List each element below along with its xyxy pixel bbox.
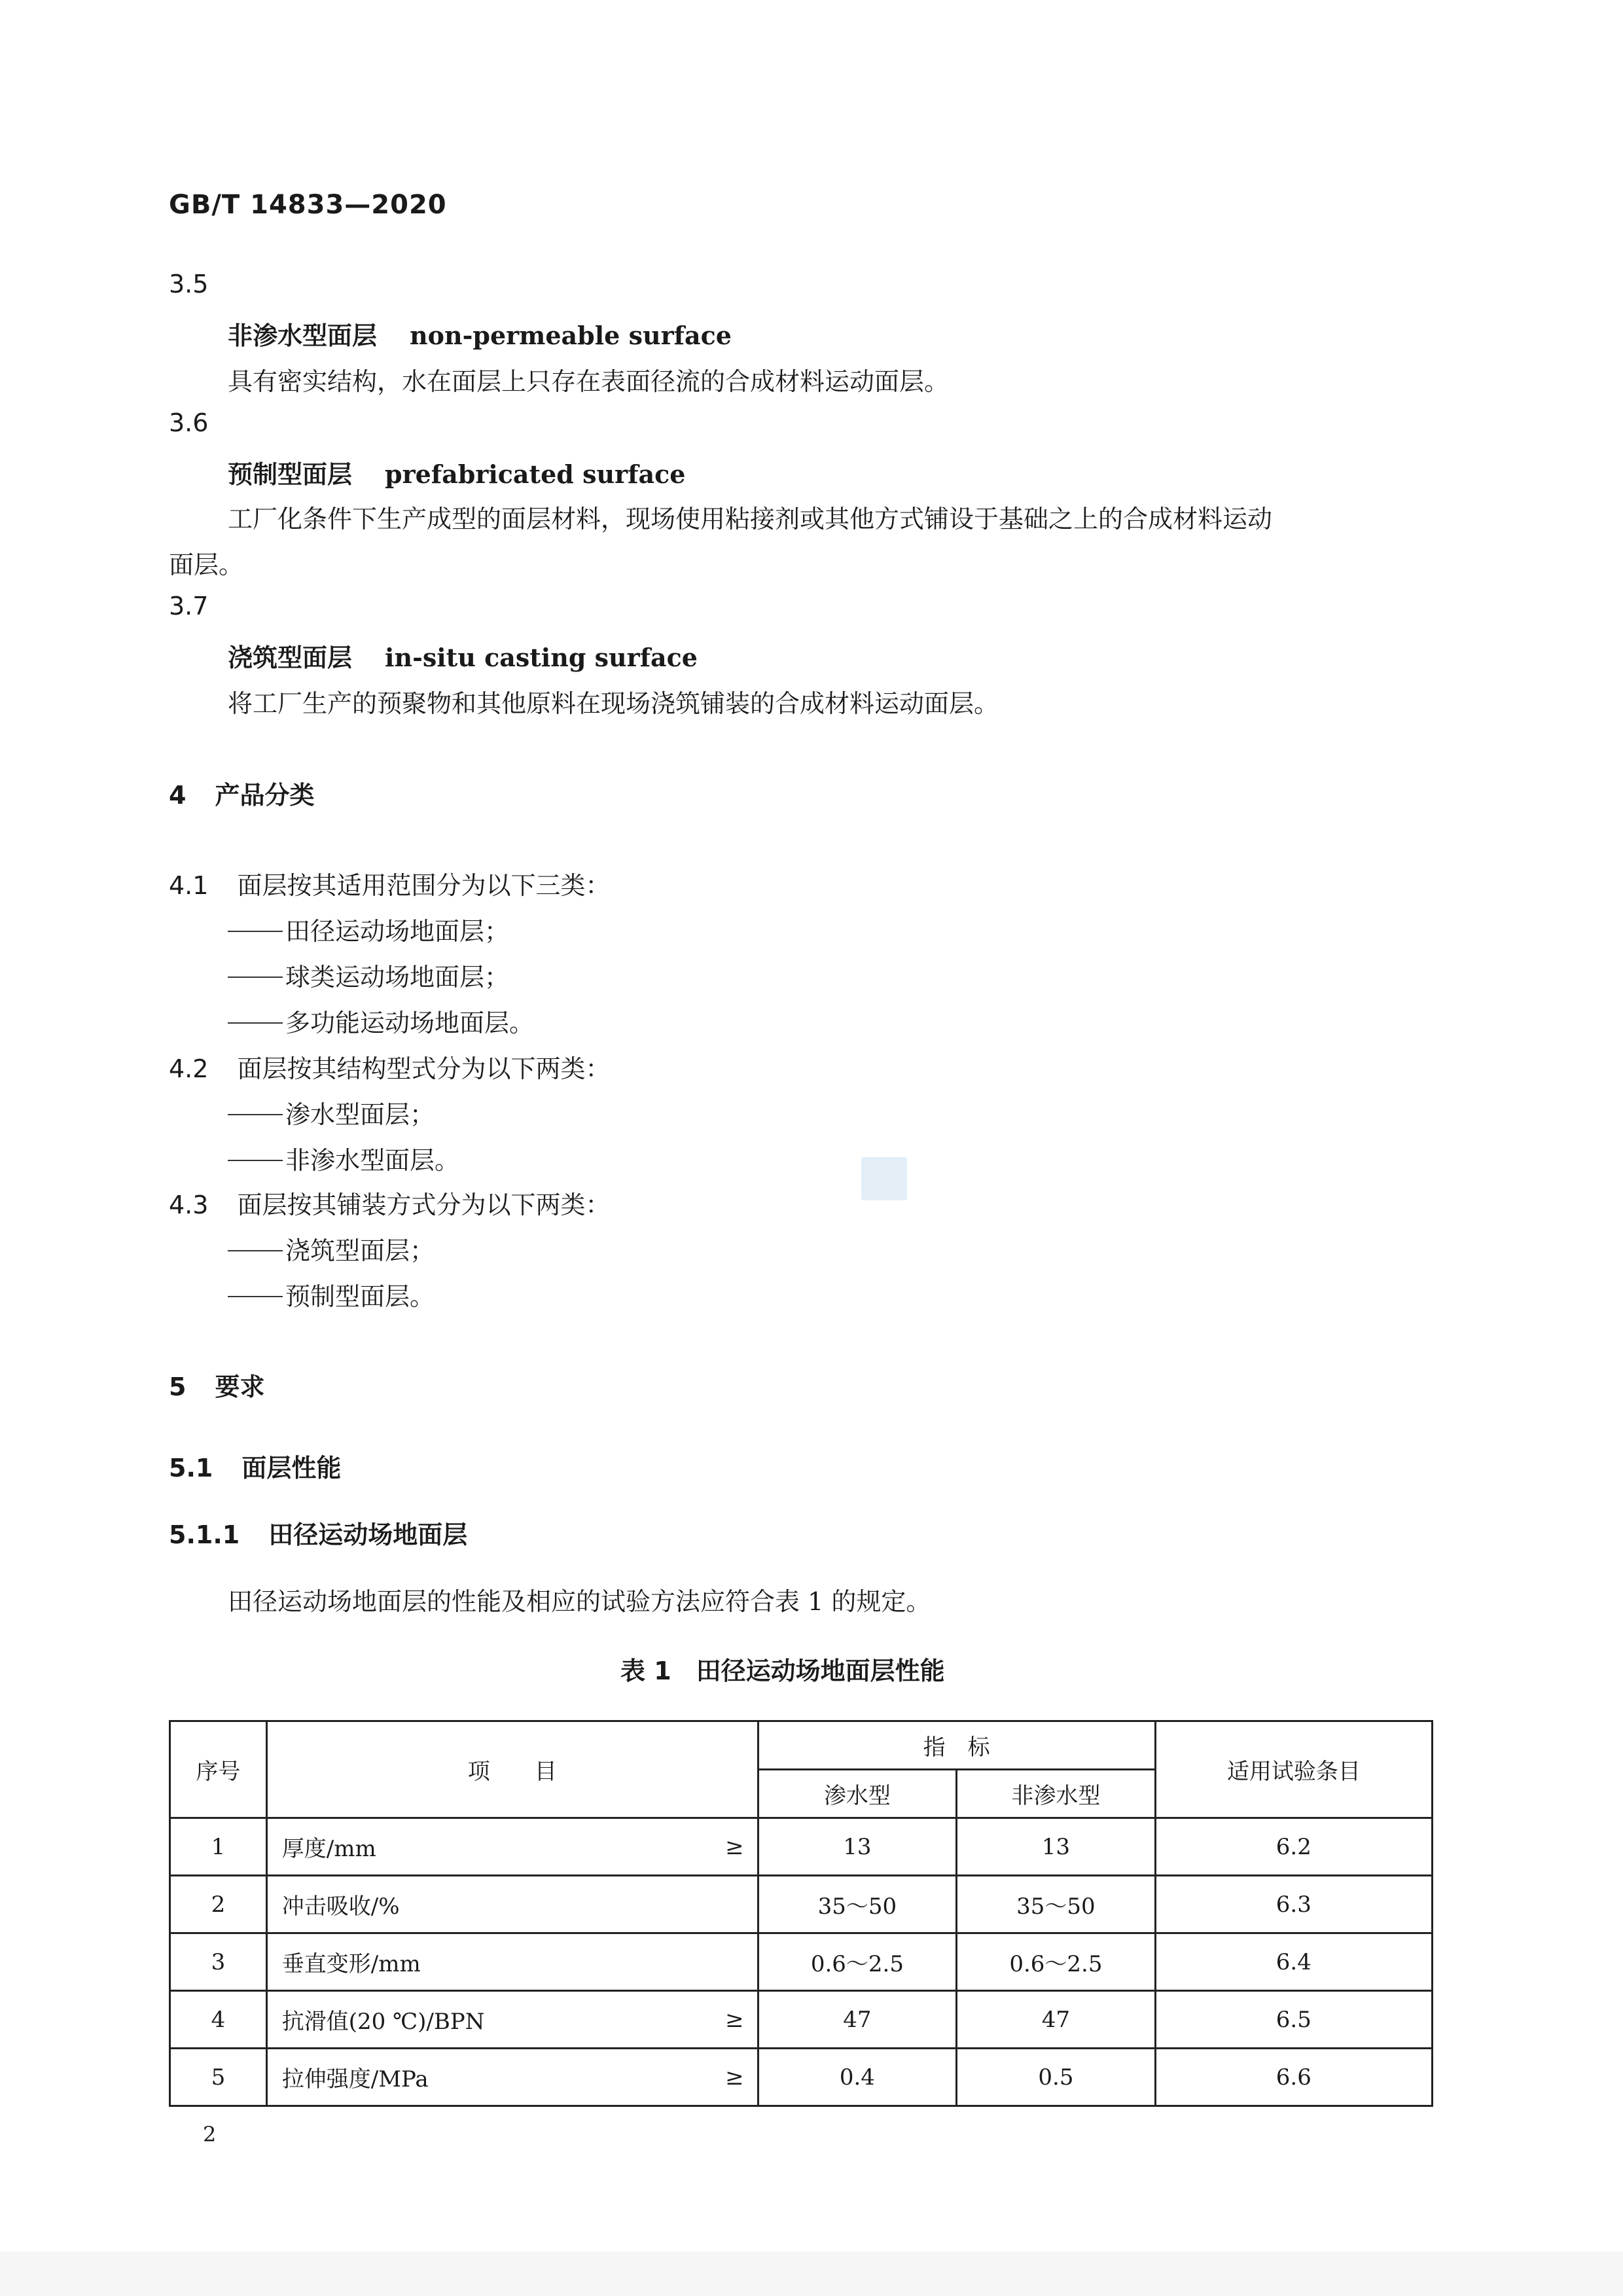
subsection-number: 5.1: [169, 1454, 213, 1482]
paragraph: 田径运动场地面层的性能及相应的试验方法应符合表 1 的规定。: [228, 1587, 931, 1616]
term-definition: 工厂化条件下生产成型的面层材料，现场使用粘接剂或其他方式铺设于基础之上的合成材料运动: [228, 505, 1273, 533]
term-title: [228, 454, 685, 490]
standard-code: GB/T 14833—2020: [169, 190, 447, 220]
section-heading: [169, 1367, 264, 1403]
section-title: 要求: [215, 1372, 265, 1401]
term-cn: 非渗水型面层: [228, 321, 378, 350]
row-item: 拉伸强度/MPa: [281, 2066, 429, 2092]
subsection-number: 5.1.1: [169, 1520, 240, 1549]
term-title: [228, 637, 698, 673]
term-en: non-permeable surface: [410, 321, 732, 350]
section-title: 产品分类: [215, 781, 315, 810]
section-number: 4: [169, 781, 187, 810]
term-en: in-situ casting surface: [385, 643, 698, 672]
subsection-title: 田径运动场地面层: [268, 1520, 468, 1549]
header-seq: 序号: [170, 1721, 267, 1818]
clause-text: 面层按其结构型式分为以下两类：: [237, 1054, 611, 1083]
term-number: 3.6: [169, 408, 209, 437]
table-row: 4 抗滑值(20 ℃)/BPN ≥ 47 47 6.5: [170, 1991, 1433, 2049]
ge-symbol: ≥: [725, 2006, 744, 2033]
header-non-permeable: 非渗水型: [957, 1770, 1156, 1818]
header-test-clause: 适用试验条目: [1155, 1721, 1432, 1818]
header-indicator: 指 标: [758, 1721, 1155, 1770]
term-definition: 将工厂生产的预聚物和其他原料在现场浇筑铺装的合成材料运动面层。: [228, 689, 999, 718]
clause: [169, 865, 610, 901]
list-item: 球类运动场地面层；: [228, 957, 509, 993]
clause-number: 4.2: [169, 1054, 209, 1083]
list-item: 浇筑型面层；: [228, 1230, 435, 1266]
table-row: 3 垂直变形/mm 0.6～2.5 0.6～2.5 6.4: [170, 1933, 1433, 1991]
list-item: 非渗水型面层。: [228, 1140, 459, 1176]
ge-symbol: ≥: [725, 1833, 744, 1860]
clause: [169, 1185, 610, 1221]
section-number: 5: [169, 1372, 187, 1401]
table-row: 1 厚度/mm ≥ 13 13 6.2: [170, 1818, 1433, 1876]
page-number: 2: [203, 2122, 217, 2147]
clause-number: 4.1: [169, 871, 209, 900]
section-heading: [169, 775, 314, 811]
list-item: 渗水型面层；: [228, 1094, 435, 1130]
ge-symbol: ≥: [725, 2064, 744, 2090]
list-item: 预制型面层。: [228, 1276, 435, 1312]
watermark-logo: [861, 1157, 907, 1200]
table-row: 5 拉伸强度/MPa ≥ 0.4 0.5 6.6: [170, 2049, 1433, 2106]
clause: [169, 1049, 610, 1085]
term-cn: 预制型面层: [228, 459, 353, 489]
list-item: 田径运动场地面层；: [228, 911, 509, 947]
header-permeable: 渗水型: [758, 1770, 957, 1818]
term-cn: 浇筑型面层: [228, 643, 353, 672]
clause-text: 面层按其适用范围分为以下三类：: [237, 871, 611, 900]
term-definition-cont: 面层。: [169, 550, 244, 579]
table-row: 2 冲击吸收/% 35～50 35～50 6.3: [170, 1876, 1433, 1933]
subsection-heading: [169, 1448, 341, 1484]
list-item: 多功能运动场地面层。: [228, 1003, 534, 1039]
row-item: 厚度/mm: [281, 1836, 376, 1862]
subsection-heading: [169, 1515, 467, 1551]
performance-table: [169, 1720, 1433, 2107]
term-number: 3.7: [169, 592, 209, 620]
row-item: 抗滑值(20 ℃)/BPN: [281, 2009, 485, 2035]
clause-text: 面层按其铺装方式分为以下两类：: [237, 1191, 611, 1219]
clause-number: 4.3: [169, 1191, 209, 1219]
row-item: 冲击吸收/%: [281, 1893, 400, 1920]
term-title: [228, 315, 732, 351]
header-item: 项 目: [266, 1721, 758, 1818]
term-definition: 具有密实结构，水在面层上只存在表面径流的合成材料运动面层。: [228, 367, 950, 396]
row-item: 垂直变形/mm: [281, 1951, 421, 1977]
table-caption: 表 1 田径运动场地面层性能: [620, 1657, 945, 1685]
term-en: prefabricated surface: [385, 459, 686, 489]
term-number: 3.5: [169, 270, 209, 298]
bottom-margin: [0, 2251, 1623, 2296]
subsection-title: 面层性能: [241, 1454, 342, 1482]
